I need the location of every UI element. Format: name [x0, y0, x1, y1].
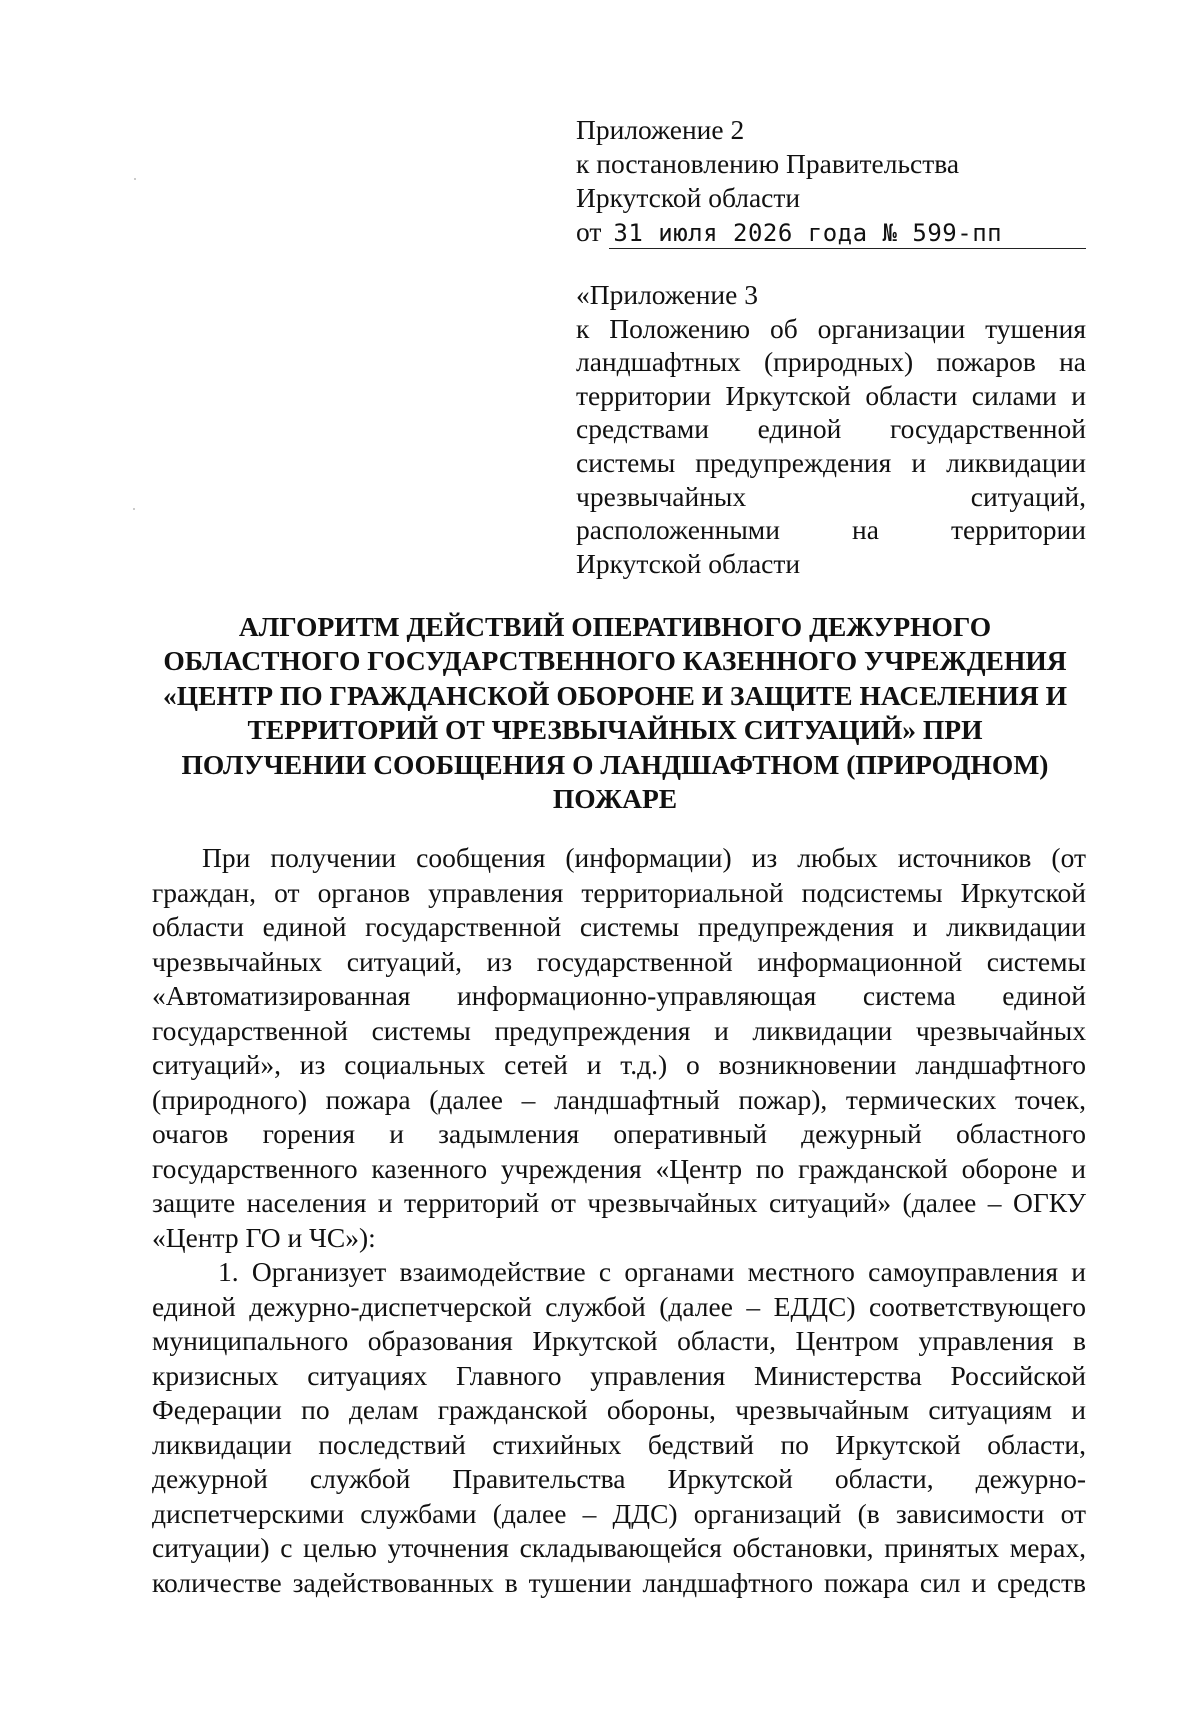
body-line: «Автоматизированная информационно-управляющая система единой: [152, 980, 1086, 1011]
body-line: 1. Организует взаимодействие с органами местного самоуправления и: [218, 1256, 1086, 1287]
date-prefix: от: [576, 216, 602, 247]
paragraph-item-1: [152, 1255, 1086, 1600]
title-line: АЛГОРИТМ ДЕЙСТВИЙ ОПЕРАТИВНОГО ДЕЖУРНОГО: [238, 611, 992, 642]
title-line: «ЦЕНТР ПО ГРАЖДАНСКОЙ ОБОРОНЕ И ЗАЩИТЕ НАСЕЛЕНИЯ И: [163, 679, 1067, 711]
body-line: кризисных ситуациях Главного управления Министерства Российской: [152, 1359, 1086, 1391]
body-line: диспетчерскими службами (далее – ДДС) организаций (в зависимости от: [152, 1497, 1086, 1529]
body-line: количестве задействованных в тушении ландшафтного пожара сил и средств: [152, 1566, 1086, 1598]
body-line: (природного) пожара (далее – ландшафтный пожар), термических точек,: [152, 1083, 1086, 1115]
scan-speck: [133, 508, 135, 510]
scan-speck: [134, 178, 136, 180]
body-line: области единой государственной системы предупреждения и ликвидации: [152, 911, 1086, 942]
document-title: [140, 610, 1090, 816]
annex-to-resolution: к постановлению Правительства: [576, 148, 960, 179]
title-line: ТЕРРИТОРИЙ ОТ ЧРЕЗВЫЧАЙНЫХ СИТУАЦИЙ» ПРИ: [247, 714, 983, 746]
body-line: «Центр ГО и ЧС»):: [152, 1221, 376, 1253]
body-line: очагов горения и задымления оперативный дежурный областного: [152, 1118, 1086, 1149]
paragraph-intro: [152, 841, 1086, 1255]
body-line: защите населения и территорий от чрезвычайных ситуаций» (далее – ОГКУ: [152, 1187, 1086, 1218]
annex-ref-line: территории Иркутской области силами и: [576, 379, 1086, 411]
title-line: ПОЛУЧЕНИИ СООБЩЕНИЯ О ЛАНДШАФТНОМ (ПРИРОДНОМ): [181, 748, 1049, 780]
body-line: Федерации по делам гражданской обороны, чрезвычайным ситуациям и: [152, 1394, 1086, 1425]
annex-ref-line: «Приложение 3: [576, 279, 758, 310]
resolution-date-number: 31 июля 2026 года № 599-пп: [609, 218, 1086, 249]
title-line: ОБЛАСТНОГО ГОСУДАРСТВЕННОГО КАЗЕННОГО УЧРЕЖДЕНИЯ: [163, 645, 1067, 677]
annex-header: [576, 113, 1086, 249]
body-line: единой дежурно-диспетчерской службой (далее – ЕДДС) соответствующего: [152, 1290, 1086, 1322]
annex-ref-line: расположенными на территории: [576, 514, 1086, 546]
annex-ref-line: средствами единой государственной: [576, 413, 1086, 445]
annex-ref-line: Иркутской области: [576, 547, 801, 579]
annex-ref-line: системы предупреждения и ликвидации: [576, 446, 1086, 478]
resolution-date-line: [576, 215, 1086, 249]
body-line: граждан, от органов управления территориальной подсистемы Иркутской: [152, 876, 1086, 908]
annex-reference: [576, 278, 1086, 580]
body-line: ситуаций», из социальных сетей и т.д.) о возникновении ландшафтного: [152, 1049, 1086, 1080]
annex-ref-line: к Положению об организации тушения: [576, 312, 1086, 344]
body-line: ситуации) с целью уточнения складывающейся обстановки, принятых мерах,: [152, 1532, 1086, 1563]
body-line: ликвидации последствий стихийных бедствий по Иркутской области,: [152, 1428, 1086, 1460]
title-line: ПОЖАРЕ: [552, 783, 678, 815]
body-line: При получении сообщения (информации) из любых источников (от: [202, 842, 1086, 873]
body-line: дежурной службой Правительства Иркутской области, дежурно-: [152, 1463, 1086, 1494]
annex-ref-line: ландшафтных (природных) пожаров на: [576, 346, 1086, 378]
annex-ref-line: чрезвычайных ситуаций,: [576, 480, 1086, 512]
body-line: государственной системы предупреждения и ликвидации чрезвычайных: [152, 1014, 1086, 1046]
annex-number: Приложение 2: [576, 114, 745, 145]
annex-region: Иркутской области: [576, 182, 801, 213]
body-line: чрезвычайных ситуаций, из государственной информационной системы: [152, 945, 1086, 977]
body-line: государственного казенного учреждения «Центр по гражданской обороне и: [152, 1152, 1086, 1184]
body-line: муниципального образования Иркутской области, Центром управления в: [152, 1325, 1086, 1356]
document-body: [152, 841, 1086, 1600]
